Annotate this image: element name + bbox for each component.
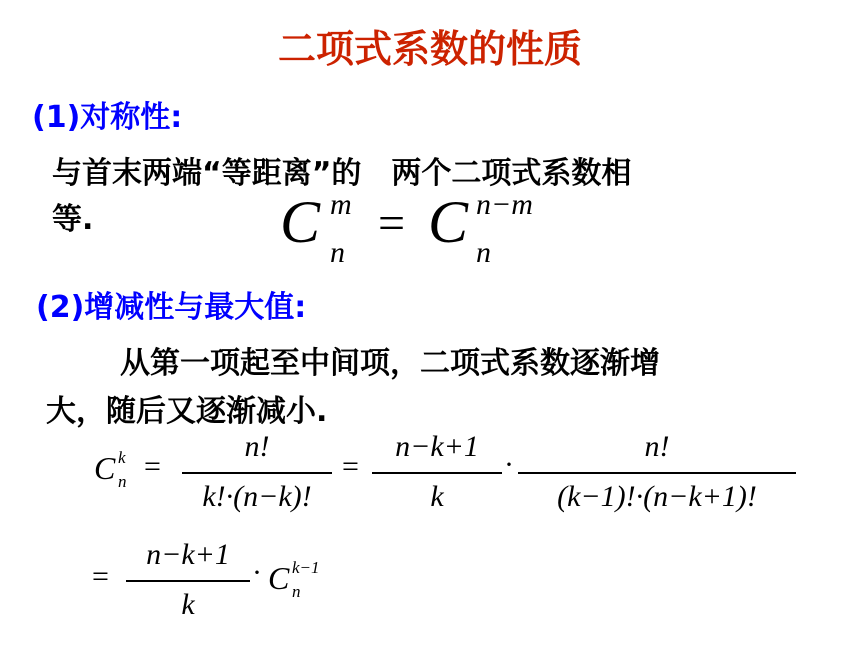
frac3-denominator: (k−1)!·(n−k+1)! [557,480,757,513]
symmetry-rhs-base: C [428,189,469,255]
formula-lhs-sub: n [118,472,127,491]
symmetry-formula [280,188,580,278]
formula-lhs-base: C [94,450,116,486]
formula-eq2: = [342,450,359,483]
symmetry-rhs-sub: n [476,236,491,269]
frac1-numerator: n! [244,430,270,463]
formula-rhs-sup: k−1 [292,558,320,577]
frac4-bar [126,580,250,582]
symmetry-lhs-base: C [280,189,321,255]
formula-eq3: = [92,560,109,593]
symmetry-text-line1: 与首末两端“等距离”的 两个二项式系数相 [52,156,632,191]
monotonic-heading: (2)增减性与最大值: [36,290,307,325]
frac1-bar [182,472,332,474]
binomial-formula-row1 [90,428,850,528]
frac4-denominator: k [181,588,195,621]
formula-rhs-sub: n [292,582,301,601]
formula-lhs-sup: k [118,448,126,467]
symmetry-eq: = [378,197,406,250]
frac2-numerator: n−k+1 [395,430,479,463]
frac4-numerator: n−k+1 [146,538,230,571]
frac3-bar [518,472,796,474]
formula-dot2: · [252,556,262,589]
formula-eq1: = [144,450,161,483]
symmetry-heading: (1)对称性: [32,100,183,135]
slide-title: 二项式系数的性质 [277,27,582,71]
formula-dot: · [504,448,514,481]
monotonic-text-line1: 从第一项起至中间项，二项式系数逐渐增 [120,346,660,381]
binomial-formula-row2 [90,532,490,632]
formula-rhs-base: C [268,560,290,596]
symmetry-rhs-sup: n−m [476,188,533,221]
symmetry-lhs-sup: m [330,188,352,221]
symmetry-text-line2: 等. [52,202,94,237]
symmetry-lhs-sub: n [330,236,345,269]
frac2-denominator: k [430,480,444,513]
frac3-numerator: n! [644,430,670,463]
frac2-bar [372,472,502,474]
frac1-denominator: k!·(n−k)! [202,480,312,513]
monotonic-text-line2: 大，随后又逐渐减小. [46,394,328,429]
